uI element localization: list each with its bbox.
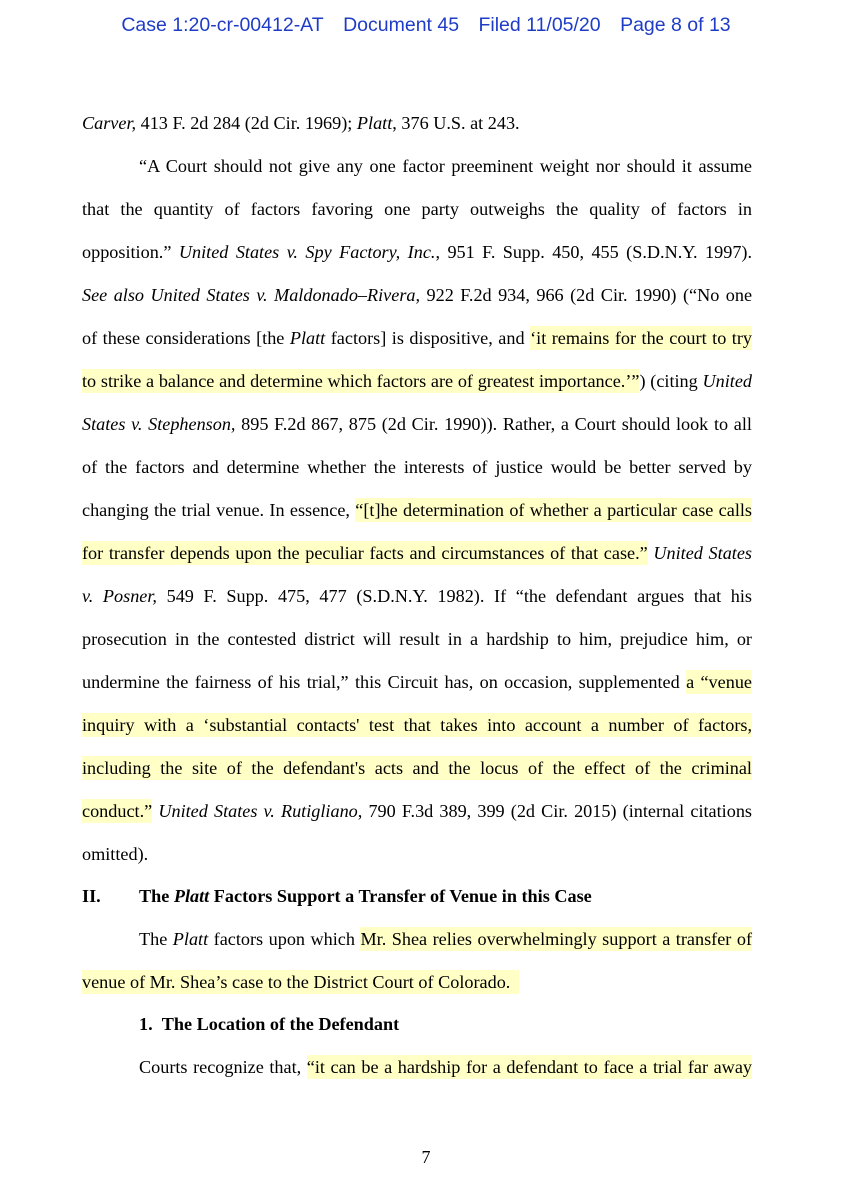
section-heading: II. The Platt Factors Support a Transfer of Venue in this Case xyxy=(82,886,592,906)
text-line: opposition.” United States v. Spy Factory, Inc., 951 F. Supp. 450, 455 (S.D.N.Y. 1997). xyxy=(82,242,753,262)
highlight: “it can be a hardship for a defendant to face a trial far away xyxy=(306,1057,752,1077)
highlight: “[t]he determination of whether a particular case calls xyxy=(355,500,752,520)
text-line: The Platt factors upon which Mr. Shea relies overwhelmingly support a transfer of xyxy=(139,929,752,949)
highlight: venue of Mr. Shea’s case to the District Court of Colorado. xyxy=(82,972,520,992)
text-line: Courts recognize that, “it can be a hardship for a defendant to face a trial far away xyxy=(139,1057,752,1077)
text-line xyxy=(82,970,752,996)
document-number: Document 45 xyxy=(343,14,460,36)
text-line: changing the trial venue. In essence, “[t]he determination of whether a particular case calls xyxy=(82,500,752,520)
text-line: “A Court should not give any one factor preeminent weight nor should it assume xyxy=(139,156,752,176)
text-line: for transfer depends upon the peculiar facts and circumstances of that case.” United States xyxy=(82,543,753,563)
text-line: See also United States v. Maldonado–Rivera, 922 F.2d 934, 966 (2d Cir. 1990) (“No one xyxy=(82,285,753,305)
highlight: including the site of the defendant's acts and the locus of the effect of the criminal xyxy=(82,758,752,778)
text-line: Carver, 413 F. 2d 284 (2d Cir. 1969); Platt, 376 U.S. at 243. xyxy=(82,113,520,133)
text-line: prosecution in the contested district will result in a hardship to him, prejudice him, or xyxy=(82,629,752,649)
text-line xyxy=(82,756,752,782)
highlight: Mr. Shea relies overwhelmingly support a transfer of xyxy=(360,929,752,949)
text-line: conduct.” United States v. Rutigliano, 790 F.3d 389, 399 (2d Cir. 2015) (internal citations xyxy=(82,801,752,821)
text-line: omitted). xyxy=(82,844,149,864)
highlight: for transfer depends upon the peculiar facts and circumstances of that case.” xyxy=(82,543,648,563)
text-line: to strike a balance and determine which factors are of greatest importance.’”) (citing United xyxy=(82,371,752,391)
text-line: of these considerations [the Platt factors] is dispositive, and ‘it remains for the court to try xyxy=(82,328,752,348)
highlight: a “venue xyxy=(686,672,752,692)
highlight: conduct.” xyxy=(82,801,153,821)
text-line: v. Posner, 549 F. Supp. 475, 477 (S.D.N.Y. 1982). If “the defendant argues that his xyxy=(82,586,752,606)
subsection-heading: 1. The Location of the Defendant xyxy=(139,1014,400,1034)
text-line xyxy=(82,713,752,739)
highlight: ‘it remains for the court to try xyxy=(530,328,752,348)
text-line: that the quantity of factors favoring one party outweighs the quality of factors in xyxy=(82,199,752,219)
page-indicator: Page 8 of 13 xyxy=(620,14,731,36)
highlight: inquiry with a ‘substantial contacts' test that takes into account a number of factors, xyxy=(82,715,752,735)
text-line: of the factors and determine whether the interests of justice would be better served by xyxy=(82,457,752,477)
highlight: to strike a balance and determine which factors are of greatest importance.’” xyxy=(82,371,640,391)
filed-date: Filed 11/05/20 xyxy=(478,14,601,36)
text-line: undermine the fairness of his trial,” this Circuit has, on occasion, supplemented a “venue xyxy=(82,672,752,692)
page-number: 7 xyxy=(421,1147,431,1167)
case-number: Case 1:20-cr-00412-AT xyxy=(121,14,324,36)
text-line: States v. Stephenson, 895 F.2d 867, 875 (2d Cir. 1990)). Rather, a Court should look to all xyxy=(82,414,752,434)
case-header xyxy=(0,14,852,37)
